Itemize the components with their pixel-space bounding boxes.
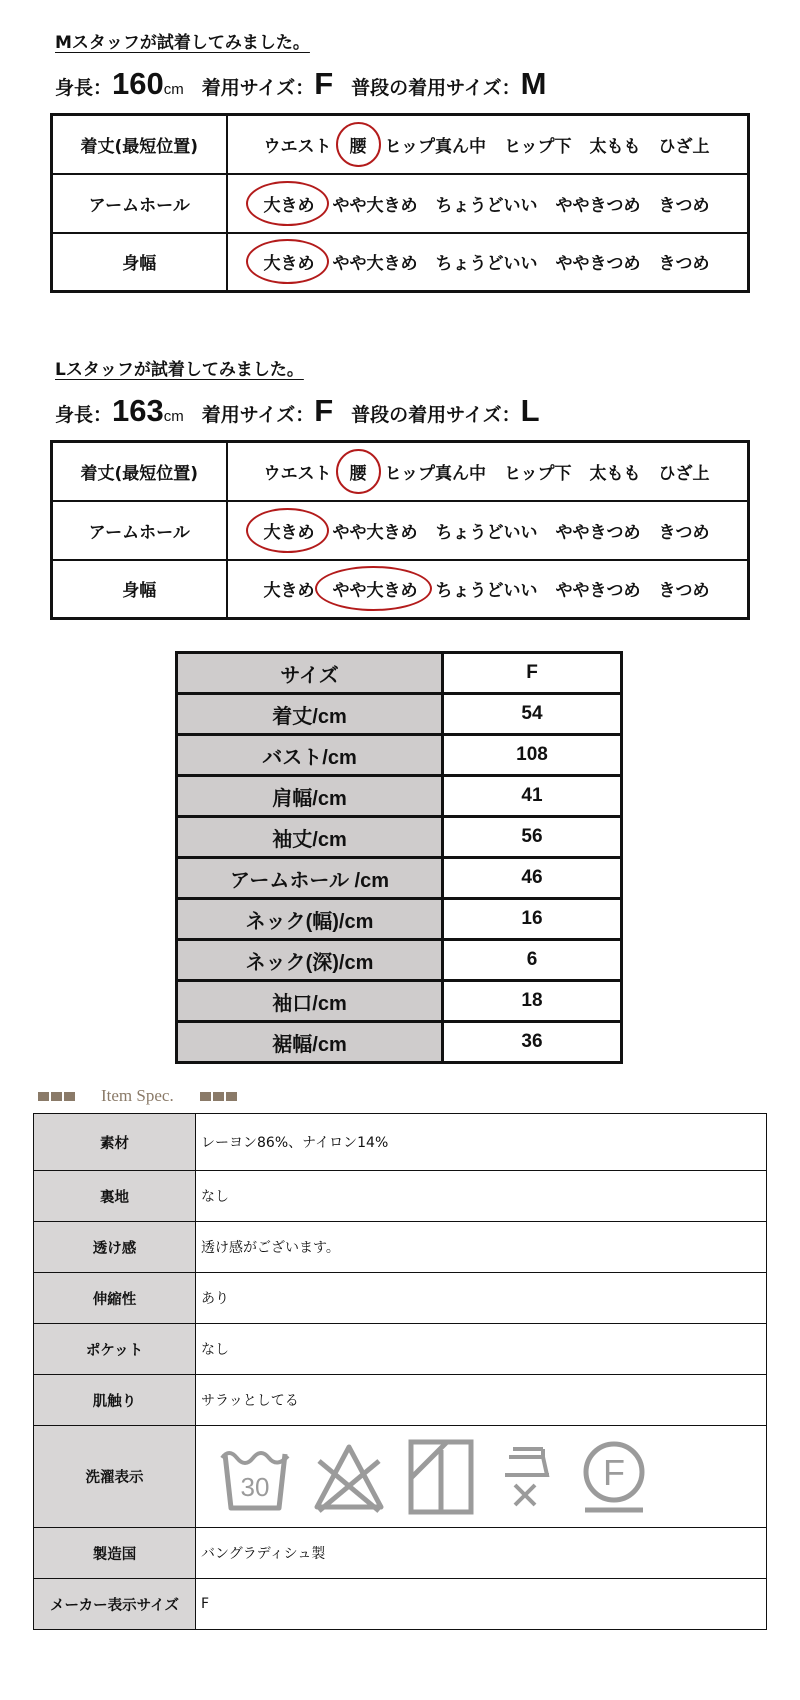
fit-option-selected: 腰: [350, 132, 367, 157]
spec-row-value: バングラディシュ製: [196, 1528, 767, 1579]
spec-row: [34, 1375, 767, 1426]
spec-row-label: 製造国: [34, 1528, 196, 1579]
size-row-value: 46: [443, 858, 622, 899]
size-table-header: [177, 653, 622, 694]
fit-option: ややきつめ: [555, 581, 641, 602]
size-row-label: バスト/cm: [177, 735, 443, 776]
height-label: 身長：: [55, 404, 113, 426]
fit-options: [227, 115, 749, 174]
size-row-label: ネック(深)/cm: [177, 940, 443, 981]
size-row-value: 54: [443, 694, 622, 735]
spec-row-value: レーヨン86%、ナイロン14%: [196, 1114, 767, 1171]
size-row-label: 着丈/cm: [177, 694, 443, 735]
height-unit: cm: [163, 408, 184, 425]
wash-30-icon: [219, 1438, 291, 1516]
size-value: F: [314, 393, 334, 428]
spec-row: [34, 1222, 767, 1273]
spec-row: [34, 1579, 767, 1630]
fit-row: [52, 442, 749, 501]
size-row-value: 16: [443, 899, 622, 940]
height-label: 身長：: [55, 77, 113, 99]
decor-square: [38, 1092, 49, 1101]
fit-option: 太もも: [589, 463, 641, 484]
item-spec-heading: [38, 1086, 239, 1106]
spec-row: [34, 1324, 767, 1375]
height-value: 160: [112, 66, 164, 101]
decor-square: [200, 1092, 211, 1101]
fit-option-selected: 大きめ: [264, 191, 315, 216]
spec-row-label: 伸縮性: [34, 1273, 196, 1324]
fit-option: ちょうどいい: [435, 195, 538, 216]
size-row-value: 41: [443, 776, 622, 817]
size-row-value: 18: [443, 981, 622, 1022]
spec-row: [34, 1114, 767, 1171]
size-row-label: アームホール /cm: [177, 858, 443, 899]
size-row-value: 6: [443, 940, 622, 981]
spec-row-label: 洗濯表示: [34, 1426, 196, 1528]
size-row: [177, 899, 622, 940]
size-row: [177, 940, 622, 981]
fit-option: きつめ: [658, 254, 710, 275]
spec-row-label: 肌触り: [34, 1375, 196, 1426]
spec-row-value: あり: [196, 1273, 767, 1324]
fit-option: ヒップ真ん中: [384, 136, 486, 157]
size-row: [177, 981, 622, 1022]
size-label: 着用サイズ：: [201, 404, 315, 426]
fit-options: [227, 560, 749, 619]
size-row: [177, 817, 622, 858]
fit-row: [52, 174, 749, 233]
no-bleach-icon: [313, 1441, 385, 1513]
spec-row-label: 裏地: [34, 1171, 196, 1222]
size-row-label: 肩幅/cm: [177, 776, 443, 817]
item-spec-title: Item Spec.: [101, 1086, 174, 1105]
fit-row: [52, 233, 749, 292]
decor-square: [51, 1092, 62, 1101]
size-row-label: 袖丈/cm: [177, 817, 443, 858]
spec-row-value: F: [196, 1579, 767, 1630]
fit-option: きつめ: [658, 522, 710, 543]
fit-option: やや大きめ: [332, 254, 418, 275]
size-header-label: サイズ: [177, 653, 443, 694]
fit-option: やや大きめ: [332, 195, 418, 216]
size-table: [175, 651, 623, 1064]
usual-size-value: L: [520, 393, 540, 428]
fit-row: [52, 501, 749, 560]
fit-option-selected: やや大きめ: [333, 576, 418, 601]
size-row: [177, 694, 622, 735]
spec-row-value: 透け感がございます。: [196, 1222, 767, 1273]
fit-row-label: アームホール: [52, 174, 227, 233]
size-value: F: [314, 66, 334, 101]
height-unit: cm: [163, 81, 184, 98]
spec-row-label: ポケット: [34, 1324, 196, 1375]
fit-option: ひざ上: [658, 463, 710, 484]
size-row: [177, 1022, 622, 1063]
height-value: 163: [112, 393, 164, 428]
spec-row: [34, 1273, 767, 1324]
m-staff-stats: [55, 66, 546, 102]
spec-row-value: サラッとしてる: [196, 1375, 767, 1426]
l-staff-fit-table: [50, 440, 750, 620]
size-row-value: 108: [443, 735, 622, 776]
fit-options: [227, 233, 749, 292]
usual-size-value: M: [520, 66, 547, 101]
m-staff-fit-table: [50, 113, 750, 293]
fit-option: きつめ: [658, 195, 710, 216]
decor-square: [213, 1092, 224, 1101]
fit-row-label: 身幅: [52, 560, 227, 619]
spec-row-label: 透け感: [34, 1222, 196, 1273]
fit-options: [227, 174, 749, 233]
spec-row-label: メーカー表示サイズ: [34, 1579, 196, 1630]
size-row: [177, 735, 622, 776]
fit-option: ちょうどいい: [435, 522, 538, 543]
fit-option-selected: 腰: [350, 459, 367, 484]
usual-size-label: 普段の着用サイズ：: [351, 77, 521, 99]
size-row-value: 36: [443, 1022, 622, 1063]
fit-option: ややきつめ: [555, 522, 641, 543]
fit-option: ウエスト: [263, 136, 332, 157]
fit-option: ひざ上: [658, 136, 710, 157]
l-staff-heading: Lスタッフが試着してみました。: [55, 360, 304, 380]
care-icons: [201, 1438, 766, 1516]
svg-text:F: F: [603, 1451, 625, 1493]
spec-row: [34, 1171, 767, 1222]
fit-option: やや大きめ: [332, 522, 418, 543]
size-row: [177, 776, 622, 817]
spec-row-value: [196, 1426, 767, 1528]
fit-option: ウエスト: [263, 463, 332, 484]
fit-option-selected: 大きめ: [264, 249, 315, 274]
fit-row: [52, 560, 749, 619]
fit-option: ややきつめ: [555, 254, 641, 275]
size-row: [177, 858, 622, 899]
decor-square: [226, 1092, 237, 1101]
fit-option: 大きめ: [263, 581, 315, 602]
size-row-value: 56: [443, 817, 622, 858]
size-row-label: 袖口/cm: [177, 981, 443, 1022]
fit-option: ヒップ下: [504, 463, 572, 484]
fit-row-label: 身幅: [52, 233, 227, 292]
fit-option: ややきつめ: [555, 195, 641, 216]
spec-row: [34, 1528, 767, 1579]
dry-clean-f-icon: [579, 1438, 649, 1516]
size-label: 着用サイズ：: [201, 77, 315, 99]
no-iron-icon: [497, 1441, 557, 1513]
size-header-value: F: [443, 653, 622, 694]
spec-row-value: なし: [196, 1324, 767, 1375]
fit-options: [227, 442, 749, 501]
fit-option: ちょうどいい: [435, 254, 538, 275]
fit-option: 太もも: [589, 136, 641, 157]
item-spec-table: [33, 1113, 767, 1630]
fit-option: ヒップ下: [504, 136, 572, 157]
fit-row-label: 着丈(最短位置): [52, 115, 227, 174]
fit-option-selected: 大きめ: [264, 518, 315, 543]
l-staff-stats: [55, 393, 540, 429]
spec-row: [34, 1426, 767, 1528]
fit-row-label: 着丈(最短位置): [52, 442, 227, 501]
decor-square: [64, 1092, 75, 1101]
fit-option: ヒップ真ん中: [384, 463, 486, 484]
fit-row-label: アームホール: [52, 501, 227, 560]
fit-row: [52, 115, 749, 174]
spec-row-label: 素材: [34, 1114, 196, 1171]
line-dry-shade-icon: [407, 1438, 475, 1516]
fit-option: ちょうどいい: [435, 581, 538, 602]
svg-text:30: 30: [240, 1471, 270, 1502]
size-row-label: ネック(幅)/cm: [177, 899, 443, 940]
usual-size-label: 普段の着用サイズ：: [351, 404, 521, 426]
spec-row-value: なし: [196, 1171, 767, 1222]
fit-option: きつめ: [658, 581, 710, 602]
m-staff-heading: Mスタッフが試着してみました。: [55, 33, 310, 53]
fit-options: [227, 501, 749, 560]
size-row-label: 裾幅/cm: [177, 1022, 443, 1063]
